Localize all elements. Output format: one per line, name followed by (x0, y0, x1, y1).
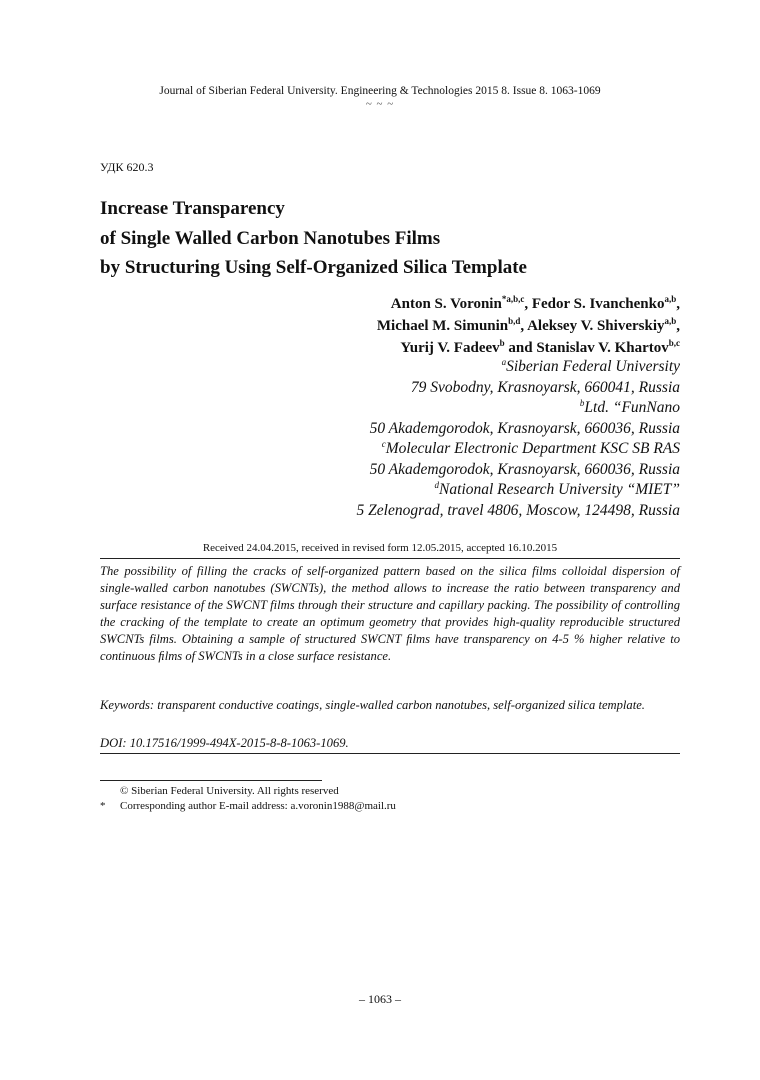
author-line: Michael M. Simunin$^{b,d}$, Aleksey V. Shiverskiy$^{a,b}$, (376, 316, 680, 334)
title-line: of Single Walled Carbon Nanotubes Films (100, 227, 441, 249)
affiliation-sup: d (434, 480, 440, 490)
author-affil-sup: b,c (668, 338, 680, 348)
affiliation-address: 79 Svobodny, Krasnoyarsk, 660041, Russia (410, 378, 680, 396)
footnote-star: * (100, 799, 106, 812)
header-ornament: ~ ~ ~ (365, 98, 395, 110)
author-name: Aleksey V. Shiverskiy (527, 318, 665, 334)
affiliation-sup: c (381, 439, 386, 449)
footnote-rule (100, 780, 322, 781)
author-list (377, 293, 680, 359)
author-affil-sup: b,d (508, 316, 521, 326)
author-affil-sup: b (499, 338, 505, 348)
author-line: Anton S. Voronin$^{*a,b,c}$, Fedor S. Ivanchenko$^{a,b}$, (390, 294, 680, 312)
affiliation-address: 5 Zelenograd, travel 4806, Moscow, 124498, Russia (356, 501, 680, 519)
affiliation-address: 50 Akademgorodok, Krasnoyarsk, 660036, Russia (369, 419, 680, 437)
received-dates: Received 24.04.2015, received in revised form 12.05.2015, accepted 16.10.2015 (202, 542, 558, 554)
doi-text: DOI: 10.17516/1999-494X-2015-8-8-1063-1069. (100, 736, 349, 750)
corresponding-note (100, 799, 396, 814)
keywords-text: Keywords: transparent conductive coatings, single-walled carbon nanotubes, self-organized silica template. (100, 698, 645, 712)
copyright-note: © Siberian Federal University. All rights reserved (120, 785, 339, 797)
affiliation-list (357, 357, 680, 521)
affiliation-address: 50 Akademgorodok, Krasnoyarsk, 660036, Russia (369, 460, 680, 478)
author-name: Fedor S. Ivanchenko (531, 296, 665, 312)
footnotes (100, 784, 396, 813)
author-affil-sup: a,b (664, 316, 677, 326)
author-affil-sup: a,b (664, 294, 677, 304)
journal-header: Journal of Siberian Federal University. Engineering & Technologies 2015 8. Issue 8. 1063-1069 (159, 85, 601, 97)
affiliation-name: $^a$Siberian Federal University (501, 357, 680, 375)
title-line: by Structuring Using Self-Organized Silica Template (100, 257, 527, 278)
affiliation-sup: a (501, 357, 507, 367)
author-name: Yurij V. Fadeev (400, 340, 500, 356)
paper-title (100, 194, 700, 283)
author-name: Stanislav V. Khartov (536, 340, 669, 356)
author-name: Michael M. Simunin (376, 318, 509, 334)
author-line (377, 337, 680, 359)
abstract-bottom-rule (100, 753, 680, 754)
affiliation-name: $^c$Molecular Electronic Department KSC SB RAS (381, 439, 680, 457)
udk-code: УДК 620.3 (100, 160, 154, 174)
page-number: – 1063 – (359, 992, 401, 1006)
corresponding-email: Corresponding author E-mail address: a.voronin1988@mail.ru (120, 799, 396, 812)
affiliation-sup: b (579, 398, 585, 408)
abstract-text: The possibility of filling the cracks of self-organized pattern based on the silica films colloidal dispersion of single-walled carbon nanotubes (SWCNTs), the method allows to increase the ratio between transparency and surface resistance of the SWCNT films through their structure and capillary packing. The possibility of controlling the cracking of the template to create an optimum geometry that provides high-quality reproducible structured SWCNTs films. Obtaining a sample of structured SWCNT ﬁlms have transparency on 4-5 % higher relative to continuous ﬁlms of SWCNTs in a close surface resistance. (100, 564, 680, 664)
affiliation-name: $^b$Ltd. “FunNano (579, 398, 680, 416)
title-line: Increase Transparency (100, 198, 285, 219)
abstract-top-rule (100, 558, 680, 559)
author-name: Anton S. Voronin (390, 296, 502, 312)
affiliation-name: $^d$National Research University “MIET” (434, 480, 680, 498)
author-conjunction: and (508, 340, 533, 356)
author-affil-sup: *a,b,c (501, 294, 525, 304)
